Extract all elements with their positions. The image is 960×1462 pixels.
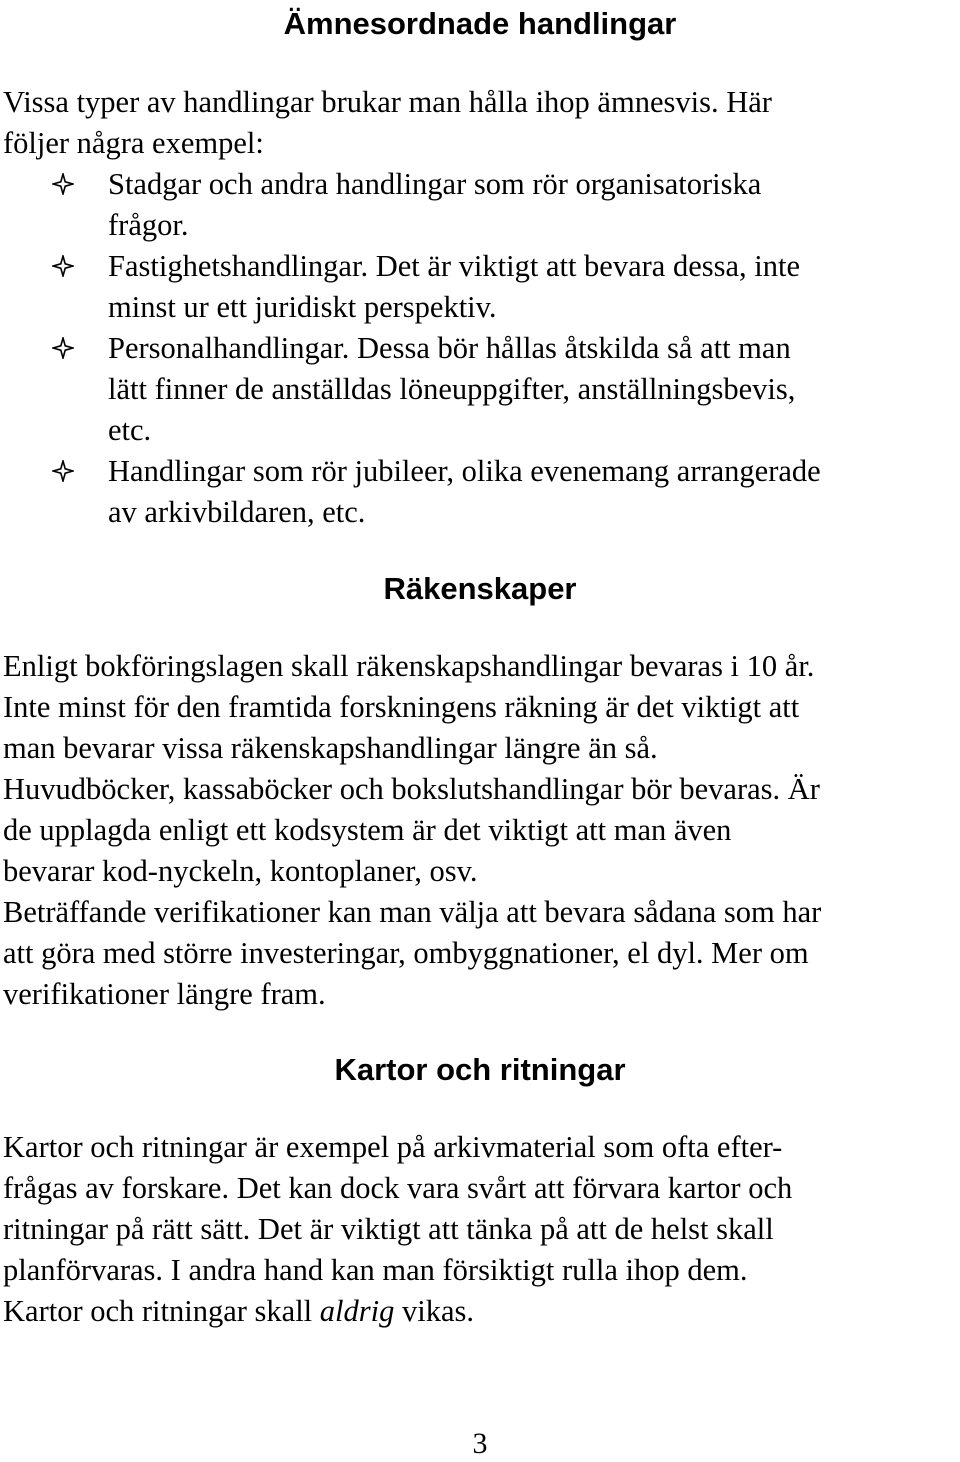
text-line: frågas av forskare. Det kan dock vara svårt att förvara kartor och — [3, 1171, 793, 1205]
four-point-star-outline-icon — [52, 460, 74, 482]
four-point-star-outline-icon — [52, 337, 74, 359]
text-line: Personalhandlingar. Dessa bör hållas åtskilda så att man — [108, 331, 791, 365]
emphasis-word: aldrig — [319, 1294, 395, 1328]
text-line: Inte minst för den framtida forskningens räkning är det viktigt att — [3, 690, 800, 724]
text-line: verifikationer längre fram. — [3, 977, 326, 1011]
text-line: planförvaras. I andra hand kan man försiktigt rulla ihop dem. — [3, 1253, 748, 1287]
text-line-last — [3, 1291, 792, 1332]
bullet-item-personal — [108, 328, 795, 451]
text-line: Kartor och ritningar är exempel på arkivmaterial som ofta efter- — [3, 1130, 783, 1164]
text-line: man bevarar vissa räkenskapshandlingar längre än så. — [3, 731, 658, 765]
text-line: av arkivbildaren, etc. — [108, 495, 366, 529]
text-line: minst ur ett juridiskt perspektiv. — [108, 290, 497, 324]
text-line: Huvudböcker, kassaböcker och bokslutshandlingar bör bevaras. Är — [3, 772, 820, 806]
bullet-item-stadgar — [108, 164, 761, 246]
text-line: Enligt bokföringslagen skall räkenskapshandlingar bevaras i 10 år. — [3, 649, 815, 683]
text-line: frågor. — [108, 208, 189, 242]
bullet-item-fastighet — [108, 246, 800, 328]
section-heading-rakenskaper: Räkenskaper — [383, 571, 577, 606]
four-point-star-outline-icon — [52, 173, 74, 195]
rakenskaper-paragraph — [3, 646, 821, 1015]
intro-paragraph — [3, 82, 772, 164]
text-line: Handlingar som rör jubileer, olika evenemang arrangerade — [108, 454, 821, 488]
text-segment: vikas. — [394, 1294, 474, 1328]
text-line: etc. — [108, 413, 152, 447]
page-number: 3 — [472, 1427, 488, 1460]
section-heading-amnesordnade: Ämnesordnade handlingar — [283, 6, 677, 41]
four-point-star-outline-icon — [52, 255, 74, 277]
kartor-paragraph — [3, 1127, 792, 1332]
bullet-item-jubileer — [108, 451, 821, 533]
text-segment: Kartor och ritningar skall — [3, 1294, 320, 1328]
text-line: Stadgar och andra handlingar som rör organisatoriska — [108, 167, 762, 201]
text-line: följer några exempel: — [3, 126, 264, 160]
text-line: de upplagda enligt ett kodsystem är det viktigt att man även — [3, 813, 732, 847]
section-heading-kartor: Kartor och ritningar — [334, 1052, 626, 1087]
text-line: att göra med större investeringar, ombyggnationer, el dyl. Mer om — [3, 936, 809, 970]
text-line: Beträffande verifikationer kan man välja att bevara sådana som har — [3, 895, 822, 929]
text-line: bevarar kod-nyckeln, kontoplaner, osv. — [3, 854, 478, 888]
text-line: ritningar på rätt sätt. Det är viktigt att tänka på att de helst skall — [3, 1212, 774, 1246]
text-line: Vissa typer av handlingar brukar man hålla ihop ämnesvis. Här — [3, 85, 772, 119]
text-line: Fastighetshandlingar. Det är viktigt att bevara dessa, inte — [108, 249, 800, 283]
text-line: lätt finner de anställdas löneuppgifter, anställningsbevis, — [108, 372, 796, 406]
